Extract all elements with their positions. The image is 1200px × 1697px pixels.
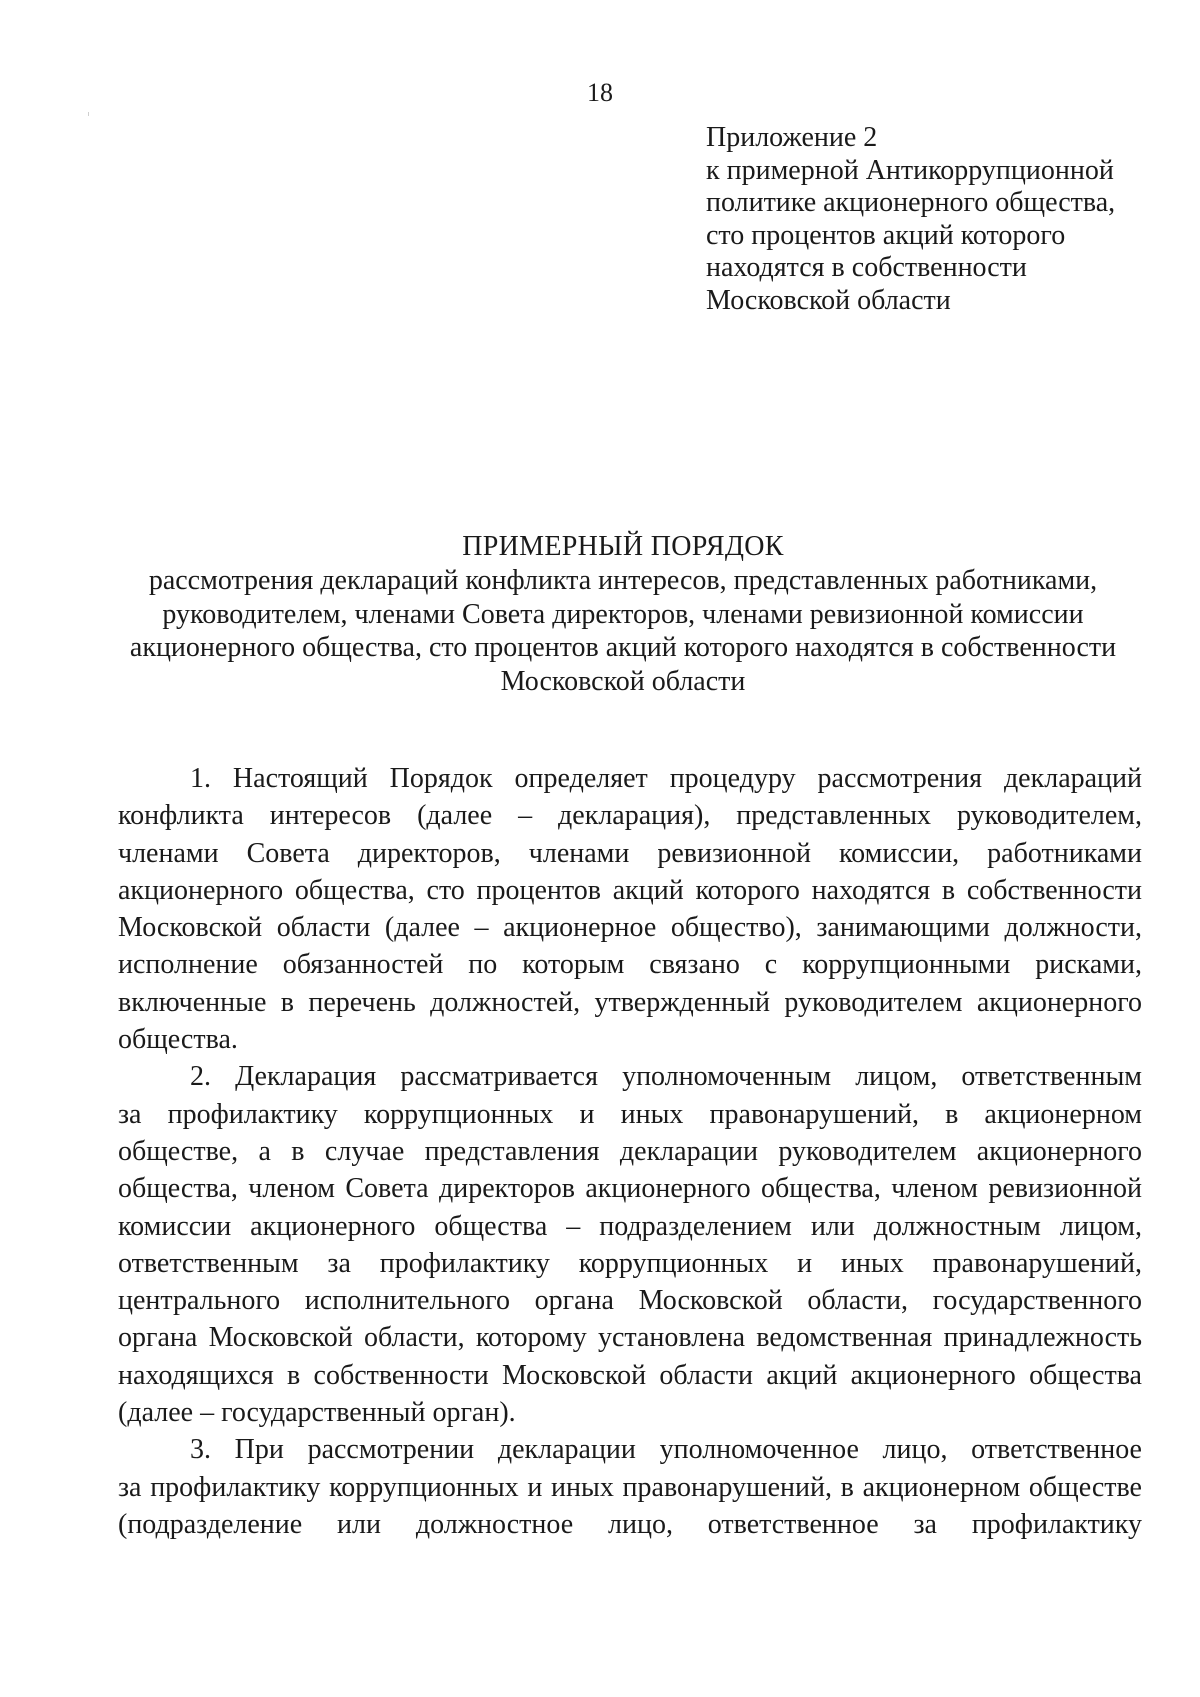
paragraph-line: общества, членом Совета директоров акционерного общества, членом ревизионной bbox=[118, 1173, 1142, 1205]
paragraph-line: комиссии акционерного общества – подразделением или должностным лицом, bbox=[118, 1210, 1142, 1242]
appendix-line: сто процентов акций которого bbox=[706, 219, 1066, 251]
subtitle-line: Московской области bbox=[500, 665, 746, 697]
paragraph-line: за профилактику коррупционных и иных правонарушений, в акционерном bbox=[118, 1098, 1142, 1130]
paragraph-line: 1. Настоящий Порядок определяет процедуру рассмотрения деклараций bbox=[190, 763, 1142, 794]
paragraph-line: членами Совета директоров, членами ревизионной комиссии, работниками bbox=[118, 837, 1142, 869]
document-title: ПРИМЕРНЫЙ ПОРЯДОК bbox=[462, 531, 784, 562]
paragraph-line: органа Московской области, которому установлена ведомственная принадлежность bbox=[118, 1322, 1142, 1354]
paragraph-1 bbox=[118, 760, 1142, 1058]
paragraph-line: (подразделение или должностное лицо, ответственное за профилактику bbox=[118, 1508, 1142, 1540]
paragraph-line: за профилактику коррупционных и иных правонарушений, в акционерном обществе bbox=[118, 1471, 1142, 1503]
subtitle-line: акционерного общества, сто процентов акций которого находятся в собственности bbox=[129, 632, 1117, 663]
paragraph-line: Московской области (далее – акционерное общество), занимающими должности, bbox=[118, 912, 1142, 944]
paragraph-line: находящихся в собственности Московской области акций акционерного общества bbox=[118, 1359, 1142, 1391]
appendix-line: находятся в собственности bbox=[706, 252, 1027, 283]
appendix-note bbox=[706, 122, 1176, 317]
paragraph-line: обществе, а в случае представления декларации руководителем акционерного bbox=[118, 1135, 1142, 1167]
paragraph-line: ответственным за профилактику коррупционных и иных правонарушений, bbox=[118, 1247, 1142, 1279]
paragraph-line: включенные в перечень должностей, утвержденный руководителем акционерного bbox=[118, 986, 1142, 1018]
document-heading bbox=[110, 530, 1136, 698]
paragraph-line: 2. Декларация рассматривается уполномоченным лицом, ответственным bbox=[190, 1061, 1142, 1093]
paragraph-line: исполнение обязанностей по которым связано с коррупционными рисками, bbox=[118, 949, 1142, 981]
paragraph-line: 3. При рассмотрении декларации уполномоченное лицо, ответственное bbox=[190, 1434, 1142, 1466]
paragraph-line: центрального исполнительного органа Московской области, государственного bbox=[118, 1285, 1142, 1317]
appendix-line: Московской области bbox=[706, 284, 951, 316]
document-body bbox=[118, 760, 1142, 1543]
paragraph-line: конфликта интересов (далее – декларация), представленных руководителем, bbox=[118, 800, 1142, 832]
paragraph-3 bbox=[118, 1431, 1142, 1543]
paragraph-line: (далее – государственный орган). bbox=[118, 1397, 516, 1429]
appendix-line: политике акционерного общества, bbox=[706, 187, 1116, 218]
paragraph-line: акционерного общества, сто процентов акций которого находятся в собственности bbox=[118, 874, 1142, 906]
appendix-line: Приложение 2 bbox=[706, 122, 878, 153]
appendix-line: к примерной Антикоррупционной bbox=[706, 154, 1114, 186]
scan-artifact bbox=[88, 112, 89, 116]
subtitle-line: руководителем, членами Совета директоров, членами ревизионной комиссии bbox=[162, 598, 1084, 630]
document-subtitle bbox=[110, 564, 1136, 698]
paragraph-2 bbox=[118, 1058, 1142, 1431]
paragraph-line: общества. bbox=[118, 1024, 238, 1056]
page-number: 18 bbox=[587, 78, 613, 107]
subtitle-line: рассмотрения деклараций конфликта интересов, представленных работниками, bbox=[148, 565, 1098, 596]
